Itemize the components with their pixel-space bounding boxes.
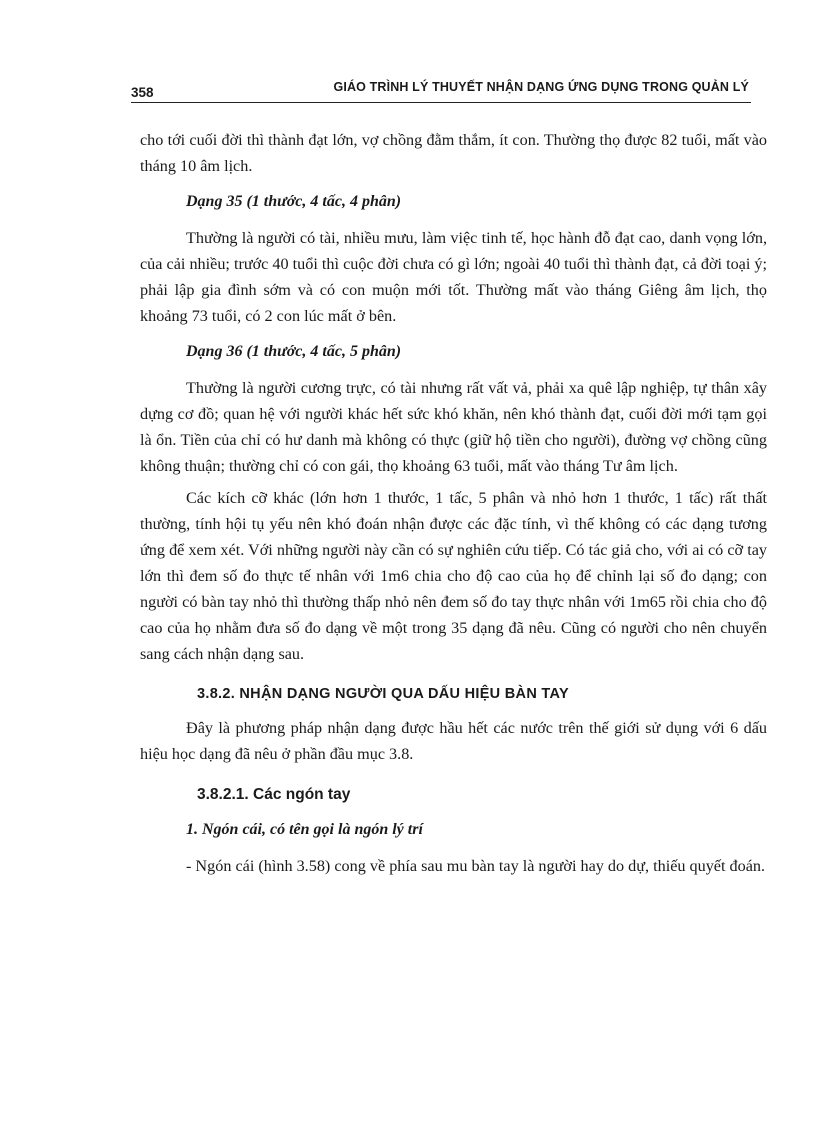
dang-35-heading: Dạng 35 (1 thước, 4 tấc, 4 phân) (186, 193, 402, 210)
thumb-heading: 1. Ngón cái, có tên gọi là ngón lý trí (186, 821, 423, 838)
header-rule (131, 102, 751, 103)
page-body (140, 127, 767, 879)
dang-36-paragraph: Thường là người cương trực, có tài nhưng rất vất vả, phải xa quê lập nghiệp, tự thân xây dựng cơ đồ; quan hệ với người khác hết sức khó khăn, nên khó thành đạt, cuối đời mới tạm gọi là ổn. Tiền của chỉ có hư danh mà không có thực (giữ hộ tiền cho người), đường vợ chồng cũng không thuận; thường chỉ có con gái, thọ khoảng 63 tuổi, mất vào tháng Tư âm lịch. (140, 379, 767, 475)
intro-paragraph: cho tới cuối đời thì thành đạt lớn, vợ chồng đằm thắm, ít con. Thường thọ được 82 tuổi, mất vào tháng 10 âm lịch. (140, 131, 767, 175)
section-paragraph: Đây là phương pháp nhận dạng được hầu hết các nước trên thế giới sử dụng với 6 dấu hiệu học dạng đã nêu ở phần đầu mục 3.8. (140, 719, 767, 763)
thumb-paragraph: - Ngón cái (hình 3.58) cong về phía sau mu bàn tay là người hay do dự, thiếu quyết đoán. (186, 857, 766, 875)
section-heading: 3.8.2. NHẬN DẠNG NGƯỜI QUA DẤU HIỆU BÀN TAY (197, 686, 569, 702)
other-sizes-paragraph: Các kích cỡ khác (lớn hơn 1 thước, 1 tấc, 5 phân và nhỏ hơn 1 thước, 1 tấc) rất thất thường, tính hội tụ yếu nên khó đoán nhận được các đặc tính, vì thế không có các dạng tương ứng để xem xét. Với những người này cần có sự nghiên cứu tiếp. Có tác giả cho, với ai có cỡ tay lớn thì đem số đo thực tế nhân với 1m6 chia cho độ cao của họ để chỉnh lại số đo dạng; con người có bàn tay nhỏ thì thường thấp nhỏ nên đem số đo tay thực nhân với 1m65 rồi chia cho độ cao của họ nhằm đưa số đo dạng về một trong 35 dạng đã nêu. Cũng có người cho nên chuyển sang cách nhận dạng sau. (140, 489, 767, 663)
page-number: 358 (131, 85, 154, 100)
subsection-heading: 3.8.2.1. Các ngón tay (197, 786, 351, 803)
dang-36-heading: Dạng 36 (1 thước, 4 tấc, 5 phân) (186, 343, 402, 360)
running-header (131, 80, 751, 102)
running-title: GIÁO TRÌNH LÝ THUYẾT NHẬN DẠNG ỨNG DỤNG TRONG QUẢN LÝ (333, 80, 749, 94)
dang-35-paragraph: Thường là người có tài, nhiều mưu, làm việc tinh tế, học hành đỗ đạt cao, danh vọng lớn, của cải nhiều; trước 40 tuổi thì cuộc đời chưa có gì lớn; ngoài 40 tuổi thì thành đạt, cả đời toại ý; phải lập gia đình sớm và có con muộn mới tốt. Thường mất vào tháng Giêng âm lịch, thọ khoảng 73 tuổi, có 2 con lúc mất ở bên. (140, 229, 767, 325)
